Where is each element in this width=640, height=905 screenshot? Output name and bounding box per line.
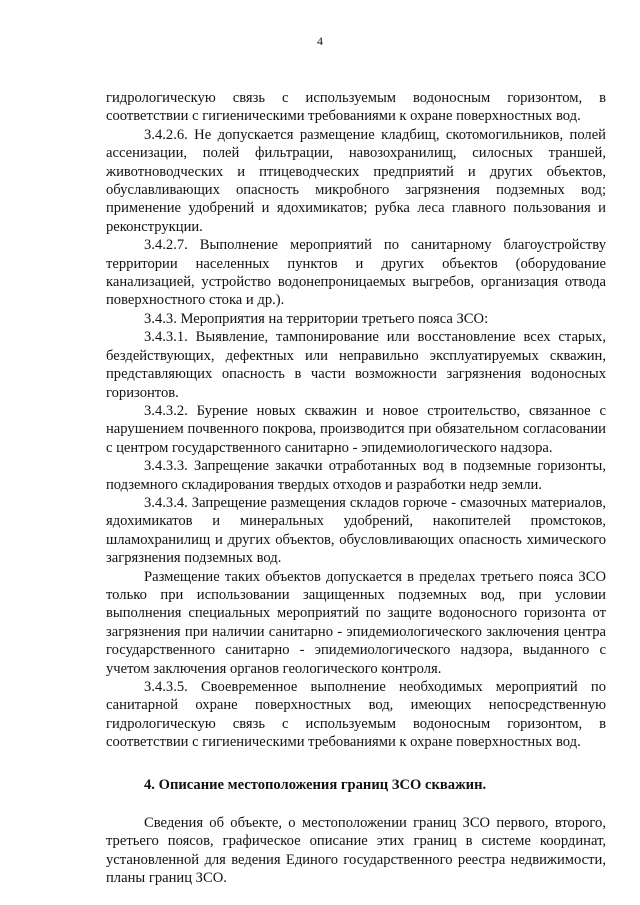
paragraph-3-4-2-7: 3.4.2.7. Выполнение мероприятий по санитарному благоустройству территории населенных пунктов и других объектов (оборудование канализацией, устройство водонепроницаемых выгребов, организация отвода поверхностного стока и др.). bbox=[106, 237, 606, 309]
paragraph-3-4-3-3: 3.4.3.3. Запрещение закачки отработанных вод в подземные горизонты, подземного складирования твердых отходов и разработки недр земли. bbox=[106, 458, 606, 493]
paragraph-3-4-3-1: 3.4.3.1. Выявление, тампонирование или восстановление всех старых, бездействующих, дефектных или неправильно эксплуатируемых скважин, представляющих опасность в части возможности загрязнения водоносных горизонтов. bbox=[106, 329, 606, 401]
paragraph-3-4-3-2: 3.4.3.2. Бурение новых скважин и новое строительство, связанное с нарушением почвенного покрова, производится при обязательном согласовании с центром государственного санитарно - эпидемиологического надзора. bbox=[106, 402, 606, 456]
paragraph-placement-conditions: Размещение таких объектов допускается в пределах третьего пояса ЗСО только при использовании защищенных подземных вод, при условии выполнения специальных мероприятий по защите водоносного горизонта от загрязнения при наличии санитарно - эпидемиологического заключения центра государственного санитарно - эпидемиологического надзора, выданного с учетом заключения органов геологического контроля. bbox=[106, 568, 606, 677]
page-number: 4 bbox=[317, 34, 323, 48]
paragraph-object-info: Сведения об объекте, о местоположении границ ЗСО первого, второго, третьего поясов, графическое описание этих границ в системе координат, установленной для ведения Единого государственного реестра недвижимости, планы границ ЗСО. bbox=[106, 815, 606, 887]
paragraph-3-4-3-4: 3.4.3.4. Запрещение размещения складов горюче - смазочных материалов, ядохимикатов и минеральных удобрений, накопителей промстоков, шламохранилищ и других объектов, обусловливающих опасность химического загрязнения подземных вод. bbox=[106, 494, 606, 567]
paragraph-3-4-2-6: 3.4.2.6. Не допускается размещение кладбищ, скотомогильников, полей ассенизации, полей фильтрации, навозохранилищ, силосных траншей, животноводческих и птицеводческих предприятий и других объектов, обуславливающих опасность микробного загрязнения подземных вод; применение удобрений и ядохимикатов; рубка леса главного пользования и реконструкции. bbox=[106, 126, 606, 235]
document-body bbox=[106, 89, 606, 888]
paragraph-3-4-3-5: 3.4.3.5. Своевременное выполнение необходимых мероприятий по санитарной охране поверхностных вод, имеющих непосредственную гидрологическую связь с используемым водоносным горизонтом, в соответствии с гигиеническими требованиями к охране поверхностных вод. bbox=[106, 679, 606, 751]
paragraph-continuation: гидрологическую связь с используемым водоносным горизонтом, в соответствии с гигиеническими требованиями к охране поверхностных вод. bbox=[106, 90, 606, 125]
section-heading: 4. Описание местоположения границ ЗСО скважин. bbox=[144, 776, 487, 793]
paragraph-3-4-3: 3.4.3. Мероприятия на территории третьего пояса ЗСО: bbox=[144, 310, 489, 327]
